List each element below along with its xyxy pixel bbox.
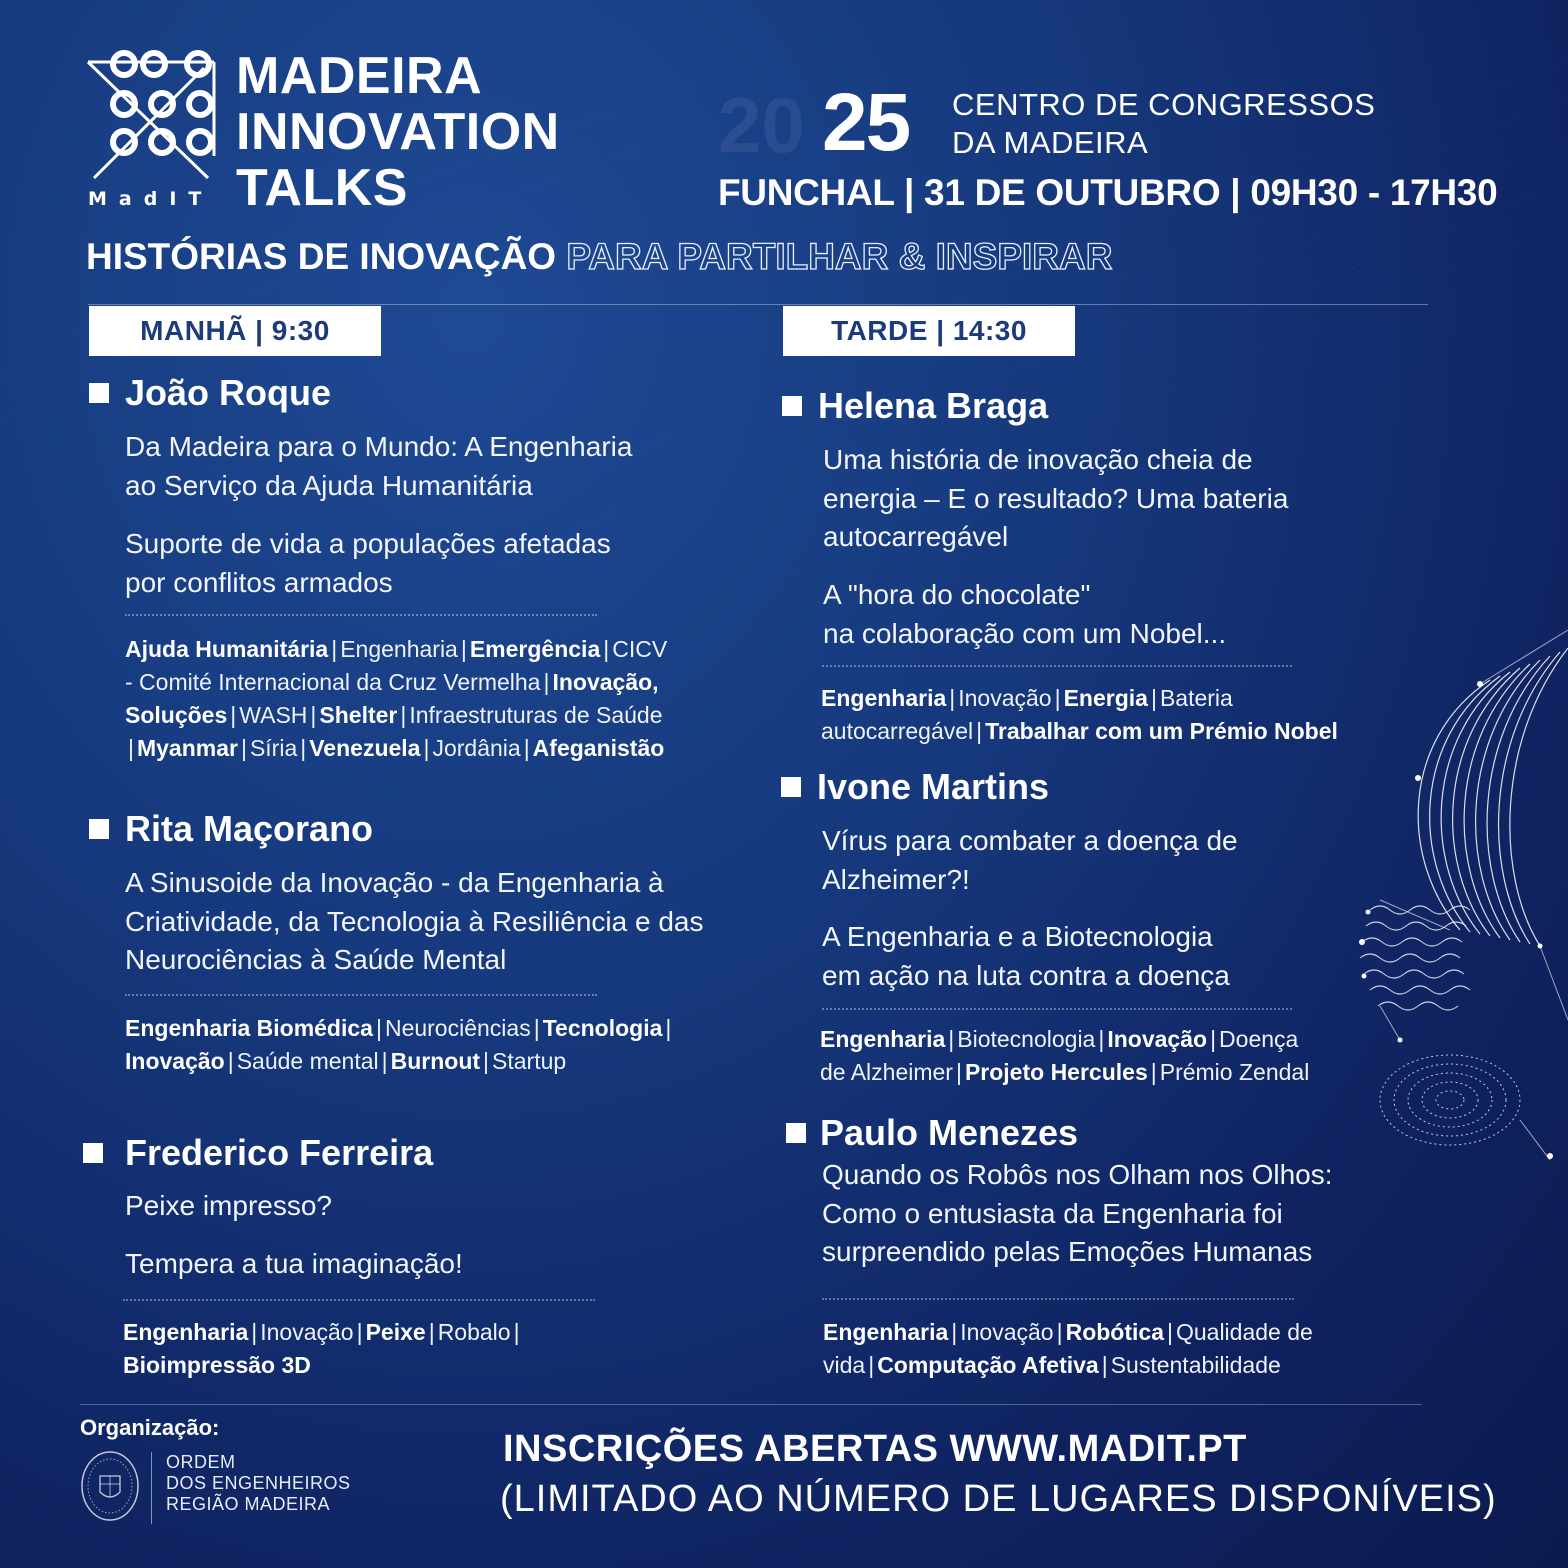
talk-subtitle bbox=[823, 576, 1226, 653]
organization-label: Organização: bbox=[80, 1415, 220, 1440]
tag-separator: | bbox=[603, 636, 610, 662]
talk-line: Uma história de inovação cheia de bbox=[823, 444, 1253, 475]
tag-keyword: Computação Afetiva bbox=[877, 1352, 1099, 1378]
event-title-line-3: TALKS bbox=[236, 159, 408, 217]
tag-line bbox=[820, 1023, 1309, 1056]
talk-title bbox=[125, 1187, 332, 1226]
tag-keyword: Biotecnologia bbox=[957, 1026, 1096, 1052]
tag-separator: | bbox=[1210, 1026, 1217, 1052]
tag-keyword: Engenharia bbox=[823, 1319, 949, 1345]
venue bbox=[952, 86, 1375, 162]
tag-keyword: Inovação bbox=[260, 1319, 354, 1345]
organization-line: ORDEM bbox=[166, 1452, 236, 1472]
speaker-paulo-menezes bbox=[786, 1112, 1078, 1154]
talk-subtitle bbox=[125, 1245, 463, 1284]
venue-line-1: CENTRO DE CONGRESSOS bbox=[952, 87, 1376, 122]
talk-line: Quando os Robôs nos Olham nos Olhos: bbox=[822, 1159, 1333, 1190]
organization-line: REGIÃO MADEIRA bbox=[166, 1494, 331, 1514]
tag-keyword: Infraestruturas de Saúde bbox=[409, 702, 663, 728]
talk-title bbox=[822, 822, 1238, 899]
tag-keyword: Sustentabilidade bbox=[1110, 1352, 1281, 1378]
tag-separator: | bbox=[375, 1015, 382, 1041]
tag-separator: | bbox=[948, 1026, 955, 1052]
venue-line-2: DA MADEIRA bbox=[952, 125, 1149, 160]
tag-keyword: Robalo bbox=[437, 1319, 511, 1345]
speaker-helena-braga bbox=[782, 385, 1048, 427]
tag-separator: | bbox=[951, 1319, 958, 1345]
tag-line bbox=[821, 682, 1338, 715]
tags-ivone-martins bbox=[820, 1023, 1309, 1089]
dotted-divider bbox=[125, 614, 597, 616]
speaker-name: Ivone Martins bbox=[817, 766, 1050, 807]
talk-line: Peixe impresso? bbox=[125, 1190, 332, 1221]
tag-keyword: de Alzheimer bbox=[820, 1059, 953, 1085]
speaker-name: Frederico Ferreira bbox=[125, 1132, 434, 1173]
tag-separator: | bbox=[868, 1352, 875, 1378]
speaker-name: Paulo Menezes bbox=[820, 1112, 1079, 1153]
tag-separator: | bbox=[230, 702, 237, 728]
registration-limit-note: (LIMITADO AO NÚMERO DE LUGARES DISPONÍVEIS) bbox=[500, 1478, 1497, 1520]
tag-keyword: Trabalhar com um Prémio Nobel bbox=[985, 718, 1338, 744]
bullet-square-icon bbox=[89, 383, 109, 403]
talk-line: Da Madeira para o Mundo: A Engenharia bbox=[125, 431, 633, 462]
tag-separator: | bbox=[1054, 685, 1061, 711]
tag-keyword: Bateria bbox=[1159, 685, 1233, 711]
speaker-frederico-ferreira bbox=[83, 1132, 433, 1174]
talk-line: Suporte de vida a populações afetadas bbox=[125, 528, 611, 559]
speaker-ivone-martins bbox=[781, 766, 1049, 808]
event-title-line-2: INNOVATION bbox=[236, 103, 560, 161]
date-line: FUNCHAL | 31 DE OUTUBRO | 09H30 - 17H30 bbox=[718, 172, 1498, 213]
tag-keyword: Myanmar bbox=[136, 735, 238, 761]
tag-keyword: Engenharia bbox=[123, 1319, 249, 1345]
tag-separator: | bbox=[240, 735, 247, 761]
talk-line: ao Serviço da Ajuda Humanitária bbox=[125, 469, 533, 501]
tagline bbox=[86, 236, 1112, 278]
tag-line bbox=[125, 699, 667, 732]
organization-name bbox=[166, 1452, 351, 1515]
talk-line: A Sinusoide da Inovação - da Engenharia à bbox=[125, 867, 664, 898]
session-morning-label: MANHÃ | 9:30 bbox=[89, 306, 381, 356]
tag-separator: | bbox=[483, 1048, 490, 1074]
talk-line: na colaboração com um Nobel... bbox=[823, 617, 1227, 649]
tag-keyword: Síria bbox=[249, 735, 298, 761]
tag-separator: | bbox=[1150, 1059, 1157, 1085]
tag-separator: | bbox=[1098, 1026, 1105, 1052]
tags-rita-macorano bbox=[125, 1012, 674, 1078]
tag-separator: | bbox=[251, 1319, 258, 1345]
tag-keyword: - Comité Internacional da Cruz Vermelha bbox=[125, 669, 541, 695]
tag-separator: | bbox=[400, 702, 407, 728]
dotted-divider bbox=[123, 1299, 595, 1301]
header-divider bbox=[88, 304, 1428, 305]
tag-separator: | bbox=[428, 1319, 435, 1345]
event-title-line-1: MADEIRA bbox=[236, 47, 483, 105]
talk-line: Alzheimer?! bbox=[822, 863, 970, 895]
tag-keyword: Neurociências bbox=[384, 1015, 531, 1041]
tag-line bbox=[125, 1045, 674, 1078]
tag-keyword: Soluções bbox=[125, 702, 228, 728]
talk-title bbox=[823, 441, 1288, 557]
tag-keyword: Tecnologia bbox=[542, 1015, 663, 1041]
tag-keyword: Jordânia bbox=[432, 735, 521, 761]
bullet-square-icon bbox=[83, 1143, 103, 1163]
tag-line bbox=[820, 1056, 1309, 1089]
tag-keyword: Venezuela bbox=[309, 735, 421, 761]
tag-separator: | bbox=[300, 735, 307, 761]
tag-keyword: Inovação bbox=[1107, 1026, 1208, 1052]
talk-line: autocarregável bbox=[823, 521, 1009, 552]
tag-keyword: Robótica bbox=[1065, 1319, 1164, 1345]
tag-separator: | bbox=[128, 735, 134, 761]
tag-separator: | bbox=[1166, 1319, 1173, 1345]
tag-separator: | bbox=[533, 1015, 540, 1041]
tag-separator: | bbox=[523, 735, 530, 761]
tag-keyword: Engenharia bbox=[820, 1026, 946, 1052]
tagline-bold: HISTÓRIAS DE INOVAÇÃO bbox=[86, 236, 557, 277]
tag-separator: | bbox=[331, 636, 338, 662]
registration-cta[interactable]: INSCRIÇÕES ABERTAS WWW.MADIT.PT bbox=[503, 1428, 1247, 1470]
tag-separator: | bbox=[356, 1319, 363, 1345]
tag-keyword: Saúde mental bbox=[236, 1048, 379, 1074]
talk-line: Vírus para combater a doença de bbox=[822, 825, 1238, 856]
talk-title bbox=[125, 864, 704, 980]
tag-keyword: autocarregável bbox=[821, 718, 974, 744]
tag-keyword: vida bbox=[823, 1352, 866, 1378]
tag-separator: | bbox=[949, 685, 956, 711]
tag-keyword: Prémio Zendal bbox=[1159, 1059, 1310, 1085]
tag-separator: | bbox=[976, 718, 983, 744]
tag-keyword: Bioimpressão 3D bbox=[123, 1352, 311, 1378]
talk-line: energia – E o resultado? Uma bateria bbox=[823, 482, 1289, 514]
organization-line: DOS ENGENHEIROS bbox=[166, 1473, 351, 1493]
tag-line bbox=[823, 1349, 1313, 1382]
ordem-engenheiros-seal-icon bbox=[80, 1450, 140, 1522]
tag-line bbox=[125, 633, 667, 666]
tag-separator: | bbox=[310, 702, 317, 728]
talk-line: A Engenharia e a Biotecnologia bbox=[822, 921, 1213, 952]
organization-divider bbox=[151, 1452, 152, 1524]
tag-keyword: Energia bbox=[1063, 685, 1148, 711]
tag-separator: | bbox=[665, 1015, 672, 1041]
talk-line: A "hora do chocolate" bbox=[823, 579, 1091, 610]
dotted-divider bbox=[822, 1008, 1292, 1010]
tags-joao-roque bbox=[125, 633, 667, 765]
tag-keyword: Shelter bbox=[319, 702, 398, 728]
tag-keyword: WASH bbox=[239, 702, 308, 728]
talk-line: por conflitos armados bbox=[125, 566, 393, 598]
tag-keyword: Inovação bbox=[960, 1319, 1054, 1345]
tag-keyword: Startup bbox=[492, 1048, 567, 1074]
tag-separator: | bbox=[513, 1319, 520, 1345]
bullet-square-icon bbox=[786, 1123, 806, 1143]
tag-separator: | bbox=[460, 636, 467, 662]
tag-keyword: Engenharia Biomédica bbox=[125, 1015, 373, 1041]
tag-keyword: Burnout bbox=[390, 1048, 481, 1074]
madit-logo-icon bbox=[86, 46, 220, 188]
tag-keyword: Inovação bbox=[125, 1048, 225, 1074]
tags-helena-braga bbox=[821, 682, 1338, 748]
talk-line: Tempera a tua imaginação! bbox=[125, 1248, 463, 1279]
talk-line: surpreendido pelas Emoções Humanas bbox=[822, 1236, 1313, 1267]
talk-title bbox=[125, 428, 632, 505]
speaker-joao-roque bbox=[89, 372, 331, 414]
tag-keyword: Emergência bbox=[469, 636, 601, 662]
tag-line bbox=[125, 1012, 674, 1045]
bullet-square-icon bbox=[782, 396, 802, 416]
tag-keyword: Engenharia bbox=[821, 685, 947, 711]
talk-subtitle bbox=[125, 525, 611, 602]
talk-title bbox=[822, 1156, 1333, 1272]
tag-separator: | bbox=[381, 1048, 388, 1074]
tag-separator: | bbox=[227, 1048, 234, 1074]
tags-paulo-menezes bbox=[823, 1316, 1313, 1382]
bullet-square-icon bbox=[781, 777, 801, 797]
bullet-square-icon bbox=[89, 819, 109, 839]
dotted-divider bbox=[822, 665, 1292, 667]
year-prefix: 20 bbox=[718, 81, 805, 169]
tag-keyword: Engenharia bbox=[340, 636, 458, 662]
tag-line bbox=[125, 732, 667, 765]
tag-line bbox=[123, 1316, 523, 1349]
tag-line bbox=[123, 1349, 523, 1382]
talk-subtitle bbox=[822, 918, 1230, 995]
speaker-name: João Roque bbox=[125, 372, 332, 413]
tag-separator: | bbox=[1150, 685, 1157, 711]
year: 25 bbox=[822, 77, 910, 168]
tag-keyword: Ajuda Humanitária bbox=[125, 636, 329, 662]
tag-line bbox=[821, 715, 1338, 748]
tag-separator: | bbox=[543, 669, 550, 695]
tag-separator: | bbox=[1056, 1319, 1063, 1345]
dotted-divider bbox=[125, 994, 597, 996]
decorative-lineart-graphic bbox=[1340, 600, 1568, 1160]
dotted-divider bbox=[822, 1298, 1294, 1300]
talk-line: Neurociências à Saúde Mental bbox=[125, 944, 507, 975]
tag-keyword: Inovação bbox=[958, 685, 1052, 711]
speaker-name: Helena Braga bbox=[818, 385, 1049, 426]
talk-line: em ação na luta contra a doença bbox=[822, 959, 1230, 991]
talk-line: Como o entusiasta da Engenharia foi bbox=[822, 1197, 1283, 1229]
speaker-rita-macorano bbox=[89, 808, 373, 850]
tag-keyword: Projeto Hercules bbox=[964, 1059, 1148, 1085]
tag-keyword: Qualidade de bbox=[1175, 1319, 1313, 1345]
logo-wordmark: MadIT bbox=[88, 188, 214, 210]
tags-frederico-ferreira bbox=[123, 1316, 523, 1382]
tag-separator: | bbox=[423, 735, 430, 761]
tag-line bbox=[823, 1316, 1313, 1349]
tag-separator: | bbox=[1101, 1352, 1108, 1378]
tag-keyword: Peixe bbox=[365, 1319, 426, 1345]
tag-keyword: Doença bbox=[1219, 1026, 1299, 1052]
tag-keyword: Inovação, bbox=[552, 669, 659, 695]
tag-keyword: CICV bbox=[612, 636, 668, 662]
footer-divider bbox=[80, 1404, 1422, 1405]
tag-separator: | bbox=[955, 1059, 962, 1085]
tag-keyword: Afeganistão bbox=[532, 735, 665, 761]
tag-line bbox=[125, 666, 667, 699]
speaker-name: Rita Maçorano bbox=[125, 808, 374, 849]
session-afternoon-label: TARDE | 14:30 bbox=[783, 306, 1075, 356]
tagline-outline: PARA PARTILHAR & INSPIRAR bbox=[566, 236, 1113, 277]
talk-line: Criatividade, da Tecnologia à Resiliência e das bbox=[125, 905, 704, 937]
